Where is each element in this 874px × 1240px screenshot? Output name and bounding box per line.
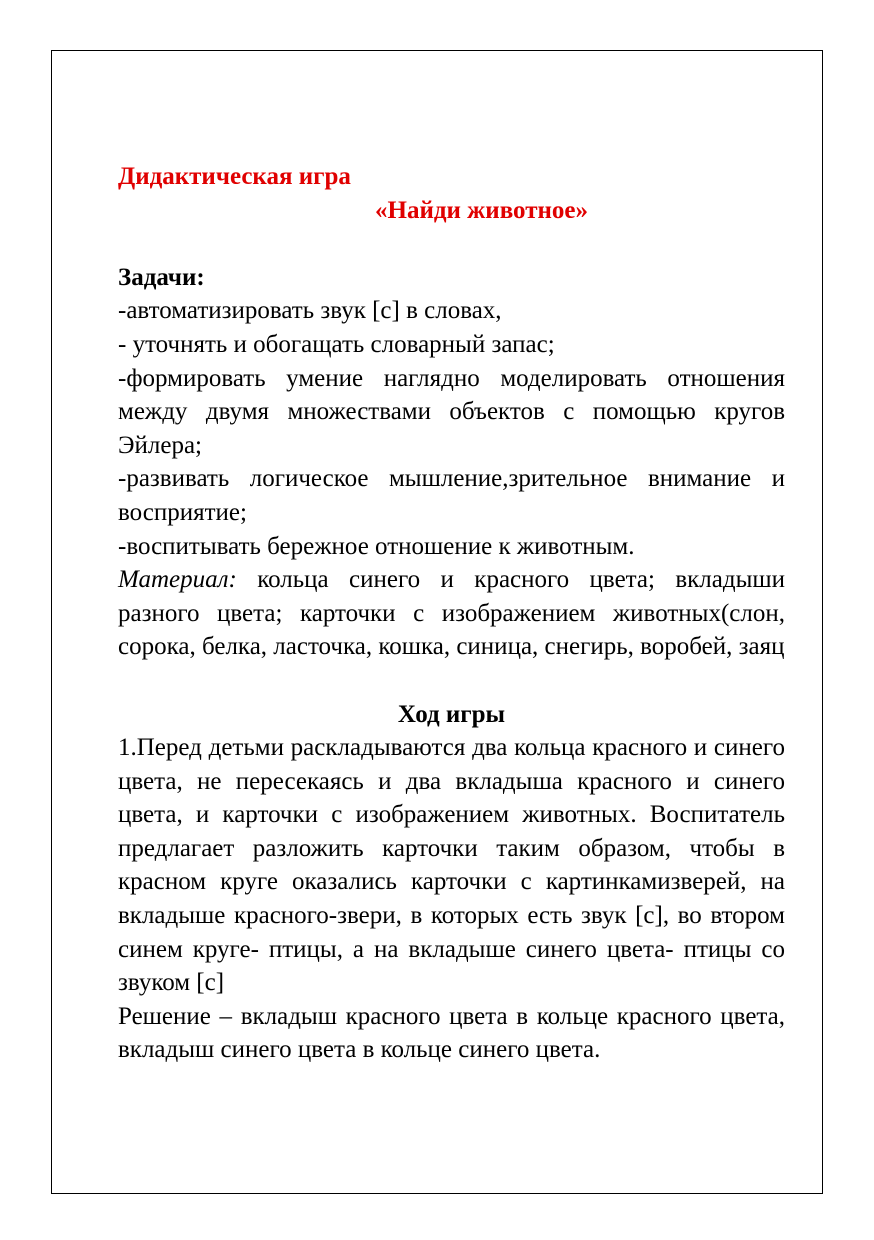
spacer <box>118 227 785 261</box>
document-body <box>118 160 785 1067</box>
task-item: - уточнять и обогащать словарный запас; <box>118 330 555 358</box>
game-solution: Решение – вкладыш красного цвета в кольце красного цвета, вкладыш синего цвета в кольце синего цвета. <box>118 1002 785 1064</box>
material-paragraph <box>118 563 785 664</box>
task-item: -формировать умение наглядно моделировать отношения между двумя множествами объектов с помощью кругов Эйлера; <box>118 364 785 459</box>
material-label: Материал: <box>118 566 237 594</box>
task-item: -воспитывать бережное отношение к животным. <box>118 532 635 560</box>
game-heading: Ход игры <box>397 700 506 728</box>
game-name: «Найди животное» <box>375 196 588 224</box>
spacer <box>118 664 785 698</box>
task-item: -автоматизировать звук [с] в словах, <box>118 297 502 325</box>
tasks-heading: Задачи: <box>118 263 205 291</box>
document-title: Дидактическая игра <box>118 163 351 190</box>
game-step-1: 1.Перед детьми раскладываются два кольца красного и синего цвета, не пересекаясь и два вкладыша красного и синего цвета, и карточки с изображением животных. Воспитатель предлагает разложить карточки таким образом, чтобы в красном круге оказались карточки с картинкамизверей, на вкладыше красного-звери, в которых есть звук [с], во втором синем круге- птицы, а на вкладыше синего цвета- птицы со звуком [с] <box>118 734 785 997</box>
material-text: кольца синего и красного цвета; вкладыши разного цвета; карточки с изображением животных(слон, сорока, белка, ласточка, кошка, синица, снегирь, воробей, заяц <box>118 566 785 661</box>
task-item: -развивать логическое мышление,зрительное внимание и восприятие; <box>118 465 785 526</box>
